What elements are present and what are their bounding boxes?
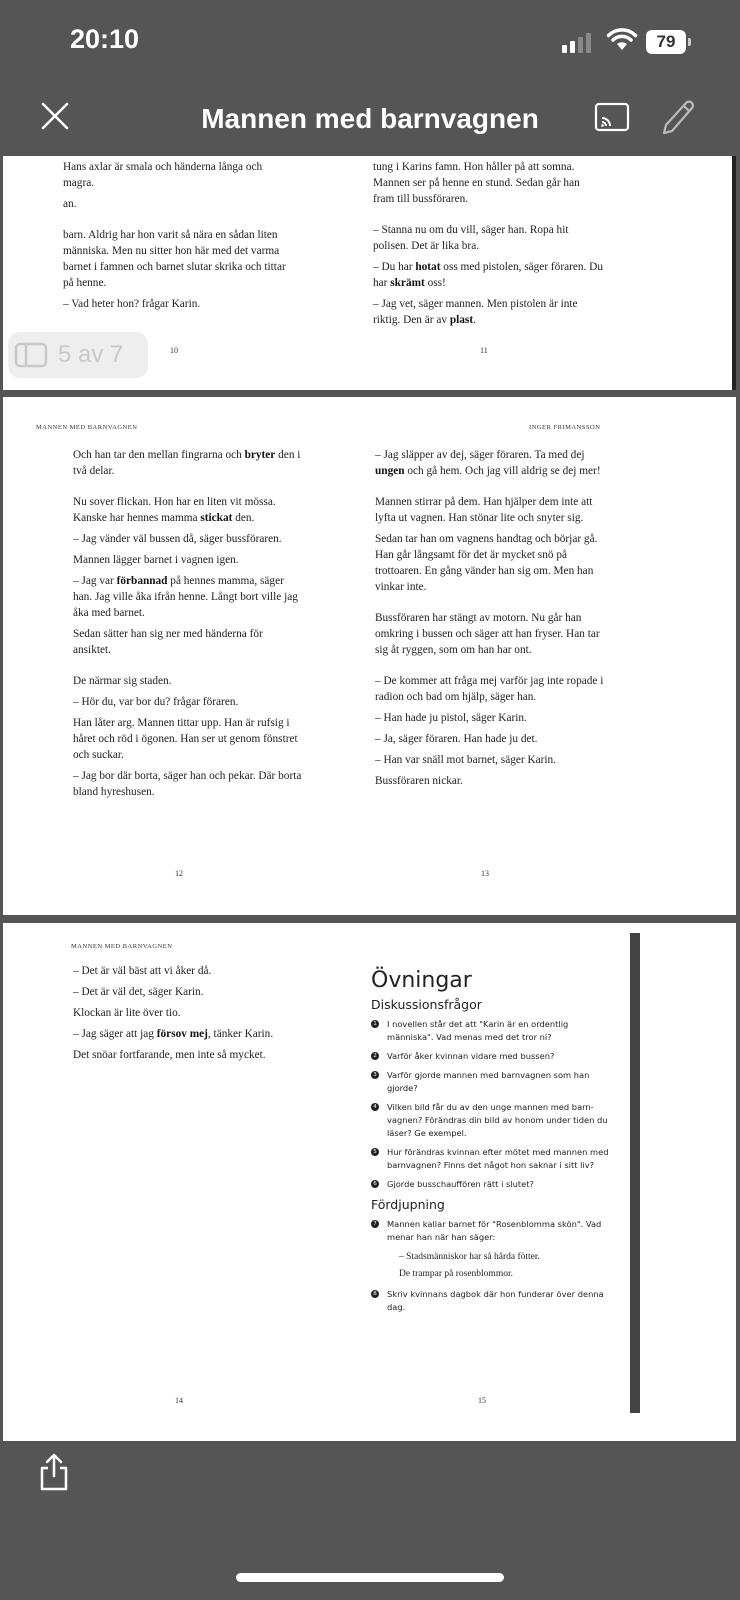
paragraph — [73, 552, 303, 568]
text-segment: på hennes mamma, säger han. Jag ville åka ifrån henne. Långt bort ville jag åka med barnet. — [73, 575, 298, 619]
text-segment: Klockan är lite över tio. — [73, 1007, 181, 1019]
question-number-icon: 6 — [371, 1180, 379, 1188]
page-14-text — [73, 963, 303, 1068]
paragraph — [63, 196, 293, 212]
text-segment: Han låter arg. Mannen tittar upp. Han är rufsig i håret och röd i ögonen. Han ser ut genom fönstret och suckar. — [73, 717, 298, 761]
question-item — [371, 1050, 611, 1063]
text-segment: Mannen lägger barnet i vagnen igen. — [73, 554, 239, 566]
text-segment: – Ja, säger föraren. Han hade ju det. — [375, 733, 538, 745]
text-segment: . — [473, 314, 476, 326]
text-segment: – Jag var — [73, 575, 117, 587]
text-segment: oss! — [424, 277, 446, 289]
page-12-text — [73, 447, 303, 805]
question-text: Varför åker kvinnan vidare med bussen? — [387, 1051, 555, 1061]
page-edge-shadow — [630, 933, 640, 1413]
text-segment: – Vad heter hon? frågar Karin. — [63, 298, 201, 310]
text-segment: Sedan tar han om vagnens handtag och börjar gå. Han går långsamt för det är mycket snö på trottoaren. En gång vänder han sig om. Men han vinkar inte. — [375, 533, 598, 593]
text-segment: Mannen stirrar på dem. Han hjälper dem inte att lyfta ut vagnen. Han stönar lite och snyter sig. — [375, 496, 593, 524]
page-11-text — [373, 159, 603, 333]
exercises-section — [371, 968, 611, 1320]
page-number: 11 — [480, 346, 488, 355]
paragraph — [73, 1047, 303, 1063]
page-indicator — [8, 332, 148, 378]
paragraph — [375, 710, 605, 726]
text-segment: – Jag säger att jag — [73, 1028, 157, 1040]
bold-word: förbannad — [116, 575, 168, 587]
bold-word: hotat — [415, 261, 441, 273]
text-segment: Och han tar den mellan fingrarna och — [73, 449, 245, 461]
page-spread-12-13 — [3, 397, 736, 915]
bold-word: bryter — [244, 449, 276, 461]
share-icon[interactable] — [38, 1452, 70, 1492]
text-segment: – Det är väl det, säger Karin. — [73, 986, 204, 998]
cellular-signal-icon — [562, 33, 591, 53]
text-segment: Det snöar fortfarande, men inte så mycket. — [73, 1049, 266, 1061]
airplay-cast-icon[interactable] — [594, 102, 630, 132]
quote-line: – Stadsmänniskor har så hårda fötter. — [399, 1252, 540, 1262]
battery-icon — [688, 38, 691, 46]
paragraph — [373, 159, 603, 207]
text-segment: Bussföraren har stängt av motorn. Nu går han omkring i bussen och säger att han fryser. Han tar sig åt ryggen, som om han har ont. — [375, 612, 600, 656]
question-text: Mannen kallar barnet för "Rosenblomma skön". Vad menar han när han säger: — [387, 1219, 602, 1242]
bold-word: skrämt — [390, 277, 425, 289]
page-number: 12 — [175, 869, 183, 878]
paragraph — [63, 296, 293, 312]
paragraph — [63, 227, 293, 291]
paragraph — [375, 610, 605, 658]
text-segment: – Jag vänder väl bussen då, säger bussföraren. — [73, 533, 282, 545]
paragraph — [73, 626, 303, 658]
text-segment: oss med pistolen, säger föraren. Du har — [373, 261, 603, 289]
sidebar-thumbnails-icon — [14, 342, 48, 368]
question-number-icon: 2 — [371, 1052, 379, 1060]
bold-word: plast — [449, 314, 474, 326]
question-item — [371, 1018, 611, 1044]
wifi-icon — [606, 28, 638, 52]
page-spread-14-15 — [3, 923, 736, 1441]
document-title: Mannen med barnvagnen — [201, 103, 539, 134]
text-segment: – Han hade ju pistol, säger Karin. — [375, 712, 527, 724]
paragraph — [63, 159, 293, 191]
page-number: 13 — [481, 869, 489, 878]
text-segment: – Jag vet, säger mannen. Men pistolen är inte riktig. Den är av — [373, 298, 578, 326]
text-segment: Hans axlar är smala och händerna långa och magra. — [63, 161, 263, 189]
question-item — [371, 1146, 611, 1172]
question-text: I novellen står det att "Karin är en ordentlig människa". Vad menas med det tror ni? — [387, 1019, 569, 1042]
question-item — [371, 1178, 611, 1191]
page-13-text — [375, 447, 605, 794]
question-number-icon: 7 — [371, 1220, 379, 1228]
question-number-icon: 3 — [371, 1071, 379, 1079]
paragraph — [73, 1026, 303, 1042]
page-number: 10 — [170, 346, 178, 355]
question-text: Hur förändras kvinnan efter mötet med mannen med barnvagnen? Finns det något hon saknar i sitt liv? — [387, 1147, 609, 1170]
text-segment: – Stanna nu om du vill, säger han. Ropa hit polisen. Det är lika bra. — [373, 224, 569, 252]
text-segment: – Du har — [373, 261, 416, 273]
quote-line: De trampar på rosenblommor. — [399, 1269, 513, 1279]
page-10-text — [63, 159, 293, 317]
question-text: Gjorde busschauffören rätt i slutet? — [387, 1179, 534, 1189]
paragraph — [375, 494, 605, 526]
running-header: MANNEN MED BARNVAGNEN — [36, 424, 138, 431]
paragraph — [73, 715, 303, 763]
question-item — [371, 1069, 611, 1095]
question-text: Vilken bild får du av den unge mannen med barn-vagnen? Förändras din bild av honom under tiden du läser? Ge exempel. — [387, 1102, 608, 1138]
paragraph — [73, 963, 303, 979]
paragraph — [73, 531, 303, 547]
bold-word: försov mej — [156, 1028, 208, 1040]
page-indicator-label: 5 av 7 — [58, 341, 124, 368]
paragraph — [375, 731, 605, 747]
text-segment: – De kommer att fråga mej varför jag inte ropade i radion och bad om hjälp, säger han. — [375, 675, 604, 703]
question-text: Skriv kvinnans dagbok där hon funderar över denna dag. — [387, 1289, 604, 1312]
paragraph — [73, 447, 303, 479]
text-segment: De närmar sig staden. — [73, 675, 172, 687]
text-segment: Sedan sätter han sig ner med händerna för ansiktet. — [73, 628, 263, 656]
text-segment: barn. Aldrig har hon varit så nära en sådan liten människa. Men nu sitter hon här med det varma barnet i famnen och barnet slutar skrika och tittar på henne. — [63, 229, 286, 289]
home-indicator[interactable] — [236, 1573, 504, 1582]
paragraph — [73, 573, 303, 621]
text-segment: den. — [232, 512, 255, 524]
text-segment: den i två delar. — [73, 449, 301, 477]
paragraph — [73, 984, 303, 1000]
question-item — [371, 1218, 611, 1244]
paragraph — [375, 673, 605, 705]
battery-level: 79 — [646, 30, 686, 54]
discussion-heading: Diskussionsfrågor — [371, 997, 482, 1012]
question-item — [371, 1101, 611, 1140]
paragraph — [73, 694, 303, 710]
status-bar — [0, 0, 740, 80]
running-header: MANNEN MED BARNVAGNEN — [71, 943, 173, 950]
question-text: Varför gjorde mannen med barnvagnen som han gjorde? — [387, 1070, 590, 1093]
paragraph — [373, 222, 603, 254]
text-segment: Bussföraren nickar. — [375, 775, 463, 787]
status-time: 20:10 — [70, 24, 140, 54]
page-number: 15 — [478, 1396, 486, 1405]
paragraph — [375, 752, 605, 768]
paragraph — [375, 447, 605, 479]
paragraph — [375, 531, 605, 595]
question-item — [371, 1288, 611, 1314]
text-segment: – Han var snäll mot barnet, säger Karin. — [375, 754, 557, 766]
page-edge — [732, 156, 736, 390]
markup-pencil-icon[interactable] — [660, 99, 696, 137]
paragraph — [73, 768, 303, 800]
text-segment: – Det är väl bäst att vi åker då. — [73, 965, 212, 977]
deepening-heading: Fördjupning — [371, 1197, 445, 1212]
discussion-questions — [371, 1018, 611, 1191]
page-number: 14 — [175, 1396, 183, 1405]
text-segment: an. — [63, 198, 77, 210]
question-number-icon: 1 — [371, 1020, 379, 1028]
question-number-icon: 4 — [371, 1103, 379, 1111]
exercises-title: Övningar — [371, 968, 472, 993]
paragraph — [73, 673, 303, 689]
bold-word: ungen — [375, 465, 405, 477]
question-number-icon: 5 — [371, 1148, 379, 1156]
paragraph — [73, 494, 303, 526]
paragraph — [375, 773, 605, 789]
text-segment: , tänker Karin. — [207, 1028, 274, 1040]
question-number-icon: 8 — [371, 1290, 379, 1298]
paragraph — [373, 296, 603, 328]
bold-word: stickat — [200, 512, 233, 524]
text-segment: – Hör du, var bor du? frågar föraren. — [73, 696, 239, 708]
paragraph — [373, 259, 603, 291]
nav-bar — [0, 95, 740, 145]
paragraph — [73, 1005, 303, 1021]
text-segment: Nu sover flickan. Hon har en liten vit mössa. Kanske har hennes mamma — [73, 496, 276, 524]
running-header: INGER FRIMANSSON — [529, 424, 601, 431]
text-segment: – Jag bor där borta, säger han och pekar. Där borta bland hyreshusen. — [73, 770, 302, 798]
text-segment: – Jag släpper av dej, säger föraren. Ta med dej — [375, 449, 585, 461]
text-segment: och gå hem. Och jag vill aldrig se dej mer! — [404, 465, 601, 477]
text-segment: tung i Karins famn. Hon håller på att somna. Mannen ser på henne en stund. Sedan går han fram till bussföraren. — [373, 161, 580, 205]
